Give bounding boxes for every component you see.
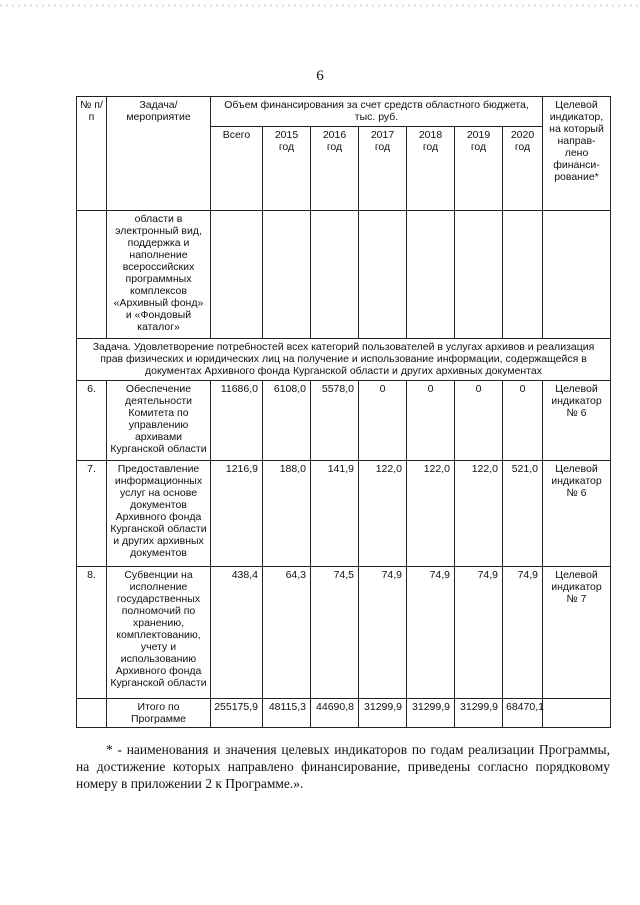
- row-value: 0: [407, 381, 455, 461]
- row-value: 74,9: [359, 567, 407, 699]
- total-label: Итого по Программе: [107, 699, 211, 728]
- total-value: 255175,9: [211, 699, 263, 728]
- row-value: 6108,0: [263, 381, 311, 461]
- total-value: 31299,9: [455, 699, 503, 728]
- year-header: 2020 год: [503, 127, 543, 211]
- row-value: 74,5: [311, 567, 359, 699]
- year-header: 2019 год: [455, 127, 503, 211]
- row-value: 1216,9: [211, 461, 263, 567]
- year-header: 2017 год: [359, 127, 407, 211]
- row-value: 11686,0: [211, 381, 263, 461]
- table-row: [77, 461, 611, 567]
- row-value: 74,9: [407, 567, 455, 699]
- row-value: 64,3: [263, 567, 311, 699]
- row-value: 0: [503, 381, 543, 461]
- row-value: 122,0: [455, 461, 503, 567]
- row-task: Субвенции на исполнение государственных полномочий по хранению, комплектованию, учету и использованию Архивного фонда Курганской области: [107, 567, 211, 699]
- year-header: 2018 год: [407, 127, 455, 211]
- task-heading: Задача. Удовлетворение потребностей всех категорий пользователей в услугах архивов и реализация прав физических и юридических лиц на получение и использование информации, содержащейся в документах Архивного фонда Курганской области и других архивных документах: [77, 339, 611, 381]
- row-value: 141,9: [311, 461, 359, 567]
- total-value: 44690,8: [311, 699, 359, 728]
- total-row: [77, 699, 611, 728]
- footnote: * - наименования и значения целевых индикаторов по годам реализации Программы, на достижение которых направлено финансирование, приведены согласно порядковому номеру в приложении 2 к Программе.».: [76, 742, 610, 791]
- funding-table: [76, 96, 611, 728]
- row-value: 74,9: [455, 567, 503, 699]
- row-value: 122,0: [359, 461, 407, 567]
- row-number: 7.: [77, 461, 107, 567]
- total-value: 31299,9: [407, 699, 455, 728]
- row-indicator: Целевой индикатор № 6: [543, 381, 611, 461]
- row-value: 521,0: [503, 461, 543, 567]
- row-value: 188,0: [263, 461, 311, 567]
- row-value: 74,9: [503, 567, 543, 699]
- row-indicator: Целевой индикатор № 7: [543, 567, 611, 699]
- continuation-text: области в электронный вид, поддержка и наполнение всероссийских программных комплексов «Архивный фонд» и «Фондовый каталог»: [107, 211, 211, 339]
- page-number: 6: [316, 68, 324, 84]
- row-task: Предоставление информационных услуг на основе документов Архивного фонда Курганской области и других архивных документов: [107, 461, 211, 567]
- row-value: 0: [359, 381, 407, 461]
- total-value: 68470,1: [503, 699, 543, 728]
- col-no-header: № п/п: [77, 97, 107, 211]
- row-value: 0: [455, 381, 503, 461]
- row-value: 5578,0: [311, 381, 359, 461]
- year-header: 2015 год: [263, 127, 311, 211]
- year-header: 2016 год: [311, 127, 359, 211]
- total-value: 48115,3: [263, 699, 311, 728]
- row-number: 6.: [77, 381, 107, 461]
- row-indicator: Целевой индикатор № 6: [543, 461, 611, 567]
- scan-artifact: [0, 4, 640, 7]
- table-row: [77, 567, 611, 699]
- total-value: 31299,9: [359, 699, 407, 728]
- col-funding-header: Объем финансирования за счет средств областного бюджета, тыс. руб.: [211, 97, 543, 127]
- col-task-header: Задача/ мероприятие: [107, 97, 211, 211]
- continuation-row: [77, 211, 611, 339]
- row-value: 122,0: [407, 461, 455, 567]
- task-heading-row: [77, 339, 611, 381]
- year-header: Всего: [211, 127, 263, 211]
- col-indicator-header: Целевой индикатор, на который направ-лено финанси-рование*: [543, 97, 611, 211]
- row-value: 438,4: [211, 567, 263, 699]
- table-row: [77, 381, 611, 461]
- row-number: 8.: [77, 567, 107, 699]
- row-task: Обеспечение деятельности Комитета по управлению архивами Курганской области: [107, 381, 211, 461]
- header-row: [77, 97, 611, 127]
